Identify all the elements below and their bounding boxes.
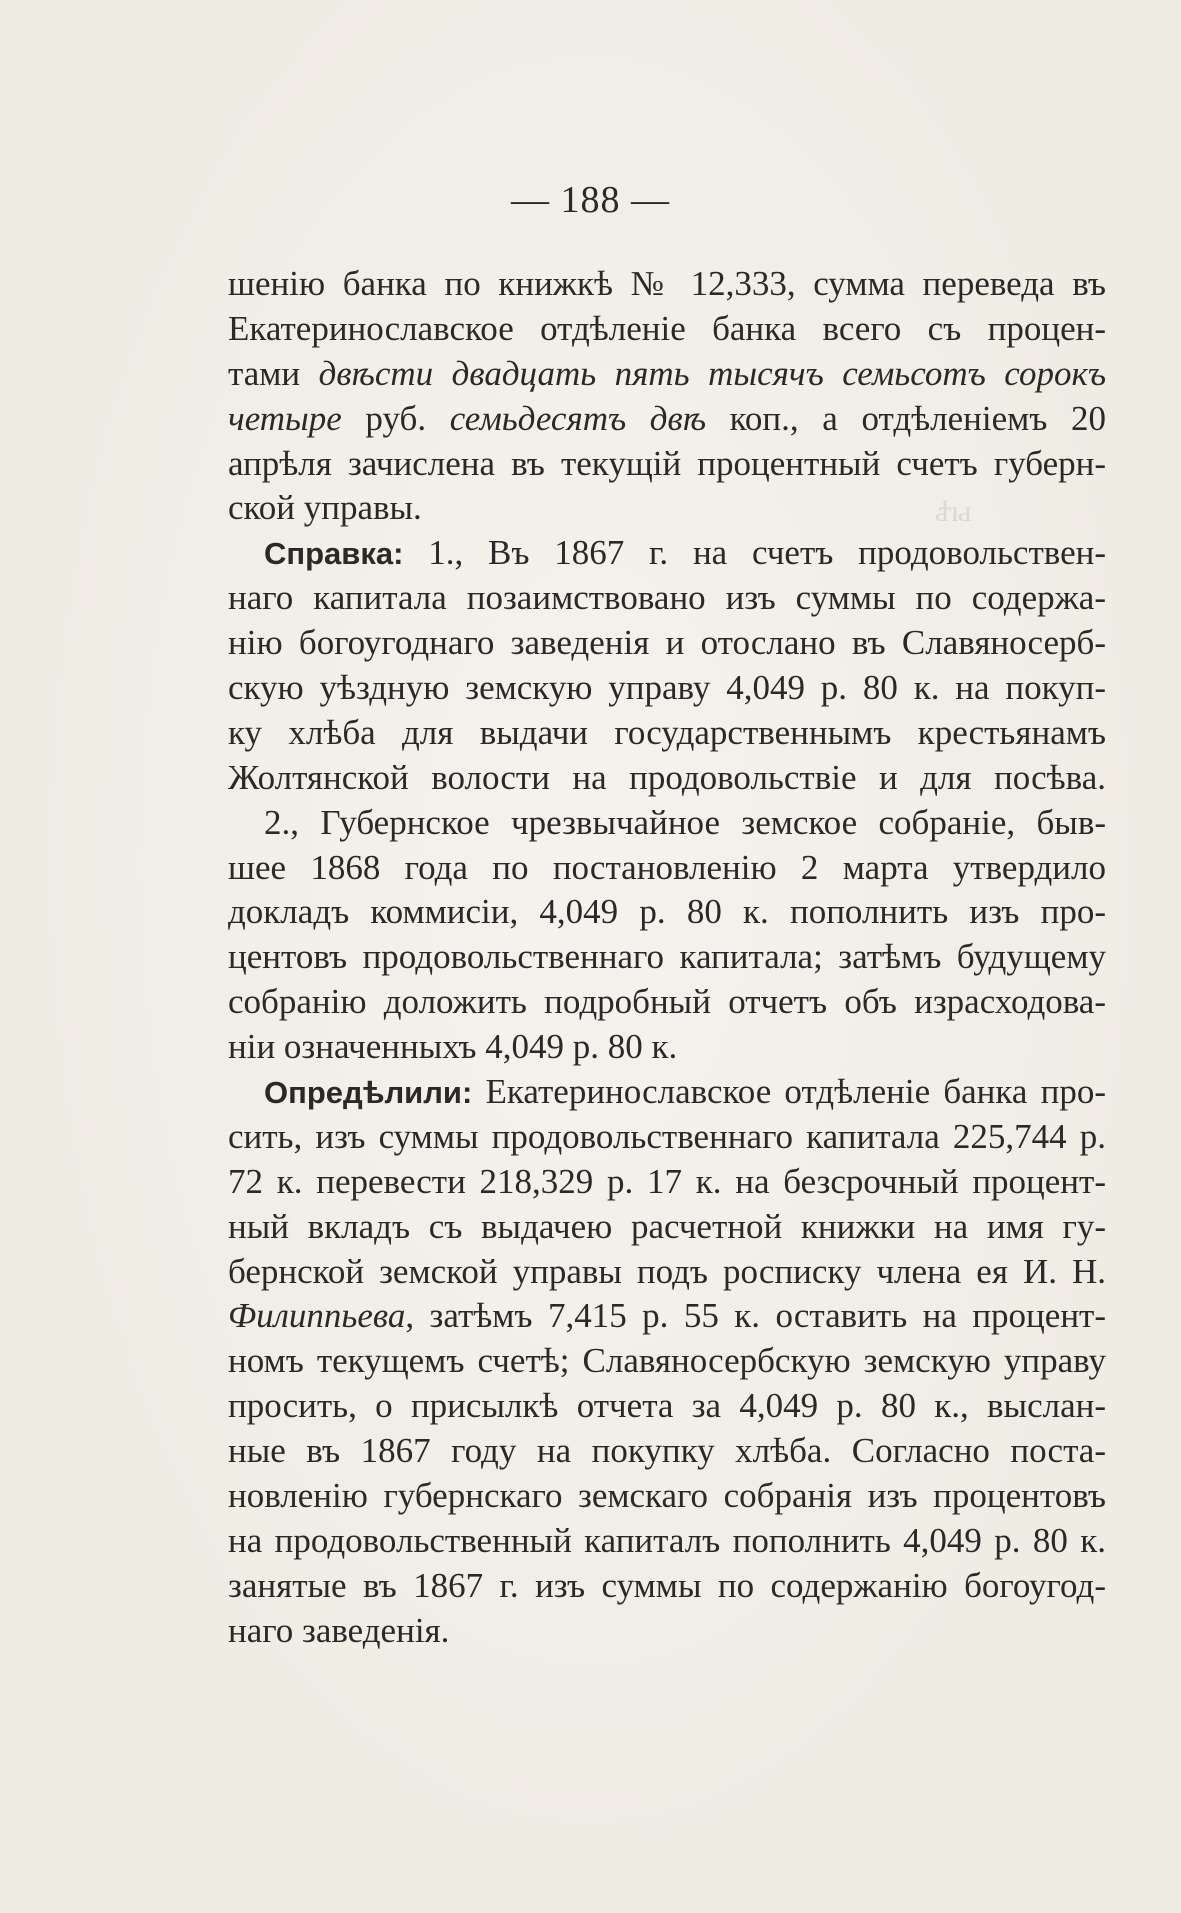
text-line — [228, 1250, 1106, 1295]
text-line — [228, 531, 1106, 576]
text-segment: ные въ 1867 году на покупку хлѣба. Согласно поста- — [228, 1431, 1106, 1471]
text-segment: наго капитала позаимствовано изъ суммы по содержа- — [228, 578, 1106, 618]
text-segment: руб. — [341, 398, 450, 438]
text-line — [228, 262, 1106, 307]
text-line — [228, 1339, 1106, 1384]
text-segment: наго заведенія. — [228, 1610, 450, 1650]
text-line — [228, 1564, 1106, 1609]
text-segment: на продовольственный капиталъ пополнить 4,049 р. 80 к. — [228, 1520, 1106, 1560]
text-line — [228, 935, 1106, 980]
text-line — [228, 1384, 1106, 1429]
text-segment: бернской земской управы подъ росписку члена ея И. Н. — [228, 1251, 1106, 1291]
text-segment: ской управы. — [228, 488, 422, 528]
page-number: — 188 — — [511, 179, 670, 221]
text-line — [228, 801, 1106, 846]
text-line — [228, 1070, 1106, 1115]
text-line — [228, 576, 1106, 621]
text-line — [228, 846, 1106, 891]
section-heading: Опредѣлили: — [264, 1075, 473, 1111]
text-segment: номъ текущемъ счетѣ; Славяносербскую земскую управу — [228, 1341, 1106, 1381]
text-segment: шенію банка по книжкѣ № 12,333, сумма переведа въ — [228, 264, 1106, 303]
text-segment: 1., Въ 1867 г. на счетъ продовольствен- — [403, 533, 1106, 573]
bleed-through-marks: ыѣ — [935, 495, 972, 528]
text-line — [228, 1294, 1106, 1339]
text-segment: ку хлѣба для выдачи государственнымъ крестьянамъ — [228, 712, 1106, 752]
text-segment: скую уѣздную земскую управу 4,049 р. 80 к. на покуп- — [228, 668, 1106, 708]
body-text — [228, 262, 1106, 1654]
section-heading: Справка: — [264, 536, 404, 572]
text-line — [228, 307, 1106, 352]
text-line — [228, 1474, 1106, 1519]
text-line — [228, 621, 1106, 666]
text-line — [228, 1429, 1106, 1474]
text-segment: тами — [228, 353, 319, 393]
text-segment: сить, изъ суммы продовольственнаго капитала 225,744 р. — [228, 1116, 1106, 1156]
text-line — [228, 711, 1106, 756]
text-line — [228, 397, 1106, 442]
text-segment: коп., а отдѣленіемъ 20 — [706, 398, 1106, 438]
text-line — [228, 1025, 1106, 1070]
text-line — [228, 1115, 1106, 1160]
text-segment: апрѣля зачислена въ текущій процентный счетъ губерн- — [228, 443, 1106, 483]
text-line — [228, 980, 1106, 1025]
text-line — [228, 1160, 1106, 1205]
text-segment: собранію доложить подробный отчетъ объ израсходова- — [228, 982, 1106, 1022]
text-line — [228, 1205, 1106, 1250]
text-line — [228, 756, 1106, 801]
text-segment: двѣсти двадцать пять тысячъ семьсотъ сорокъ — [318, 353, 1106, 393]
text-line — [228, 666, 1106, 711]
text-segment: , затѣмъ 7,415 р. 55 к. оставить на процент- — [405, 1296, 1106, 1336]
text-segment: центовъ продовольственнаго капитала; затѣмъ будущему — [228, 937, 1106, 977]
text-segment: нію богоугоднаго заведенія и отослано въ Славяносерб- — [228, 623, 1106, 663]
text-segment: 72 к. перевести 218,329 р. 17 к. на безсрочный процент- — [228, 1161, 1106, 1201]
text-segment: просить, о присылкѣ отчета за 4,049 р. 80 к., выслан- — [228, 1386, 1106, 1426]
text-line — [228, 442, 1106, 487]
text-line — [228, 890, 1106, 935]
text-segment: семьдесятъ двѣ — [449, 398, 707, 438]
text-line — [228, 352, 1106, 397]
text-segment: Жолтянской волости на продовольствіе и для посѣва. — [228, 757, 1106, 797]
text-segment: четыре — [228, 398, 342, 438]
text-segment: новленію губернскаго земскаго собранія изъ процентовъ — [228, 1476, 1106, 1516]
text-segment: докладъ коммисіи, 4,049 р. 80 к. пополнить изъ про- — [228, 892, 1106, 932]
text-line — [228, 1519, 1106, 1564]
text-line — [228, 486, 1106, 531]
text-segment: 2., Губернское чрезвычайное земское собраніе, быв- — [264, 802, 1106, 842]
text-segment: занятые въ 1867 г. изъ суммы по содержанію богоугод- — [228, 1565, 1106, 1605]
text-segment: Екатеринославское отдѣленіе банка всего съ процен- — [228, 308, 1106, 348]
text-segment: ніи означенныхъ 4,049 р. 80 к. — [228, 1027, 678, 1067]
text-line — [228, 1609, 1106, 1654]
text-segment: Филиппьева — [228, 1296, 406, 1336]
text-segment: Екатеринославское отдѣленіе банка про- — [472, 1072, 1106, 1112]
text-segment: шее 1868 года по постановленію 2 марта утвердило — [228, 847, 1106, 887]
text-segment: ный вкладъ съ выдачею расчетной книжки на имя гу- — [228, 1206, 1106, 1246]
